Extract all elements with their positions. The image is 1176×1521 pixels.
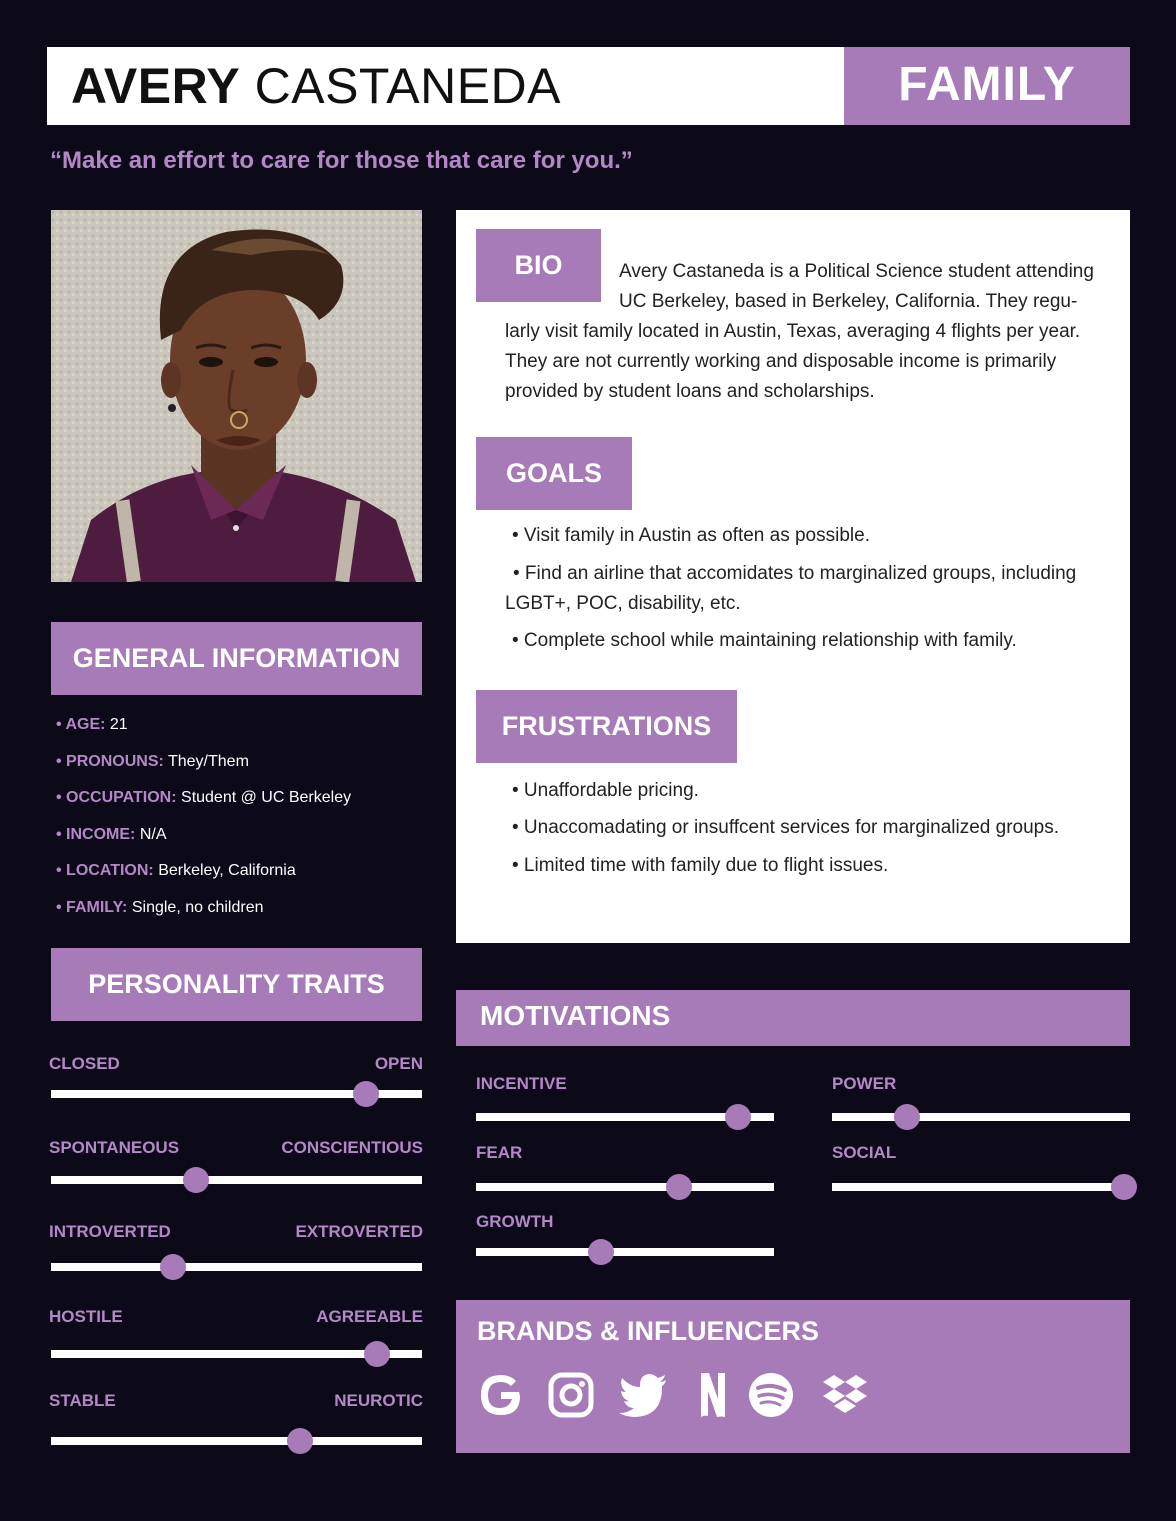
goal-item: • Visit family in Austin as often as possible. — [512, 525, 870, 546]
instagram-icon — [546, 1370, 596, 1420]
motivation-label-fear: FEAR — [476, 1143, 523, 1162]
personality-traits-header: PERSONALITY TRAITS — [51, 948, 422, 1021]
trait-labels-open: CLOSED OPEN — [49, 1054, 423, 1073]
bio-header: BIO — [476, 229, 601, 302]
motivation-label-social: SOCIAL — [832, 1143, 897, 1162]
brands-title: BRANDS & INFLUENCERS — [477, 1316, 820, 1346]
info-pronouns: • PRONOUNS: They/Them — [56, 752, 249, 770]
trait-knob — [183, 1167, 209, 1193]
persona-type: FAMILY — [898, 58, 1076, 111]
trait-knob — [287, 1428, 313, 1454]
spotify-icon — [746, 1370, 796, 1420]
motivation-slider-social — [832, 1183, 1130, 1191]
frustration-item: • Unaffordable pricing. — [512, 780, 699, 801]
info-family: • FAMILY: Single, no children — [56, 898, 264, 916]
motivation-slider-growth — [476, 1248, 774, 1256]
trait-labels-conscientious: SPONTANEOUS CONSCIENTIOUS — [49, 1138, 423, 1157]
persona-quote: “Make an effort to care for those that care for you.” — [50, 147, 633, 174]
trait-knob — [160, 1254, 186, 1280]
motivation-slider-incentive — [476, 1113, 774, 1121]
motivation-label-incentive: INCENTIVE — [476, 1074, 567, 1093]
motivation-knob — [588, 1239, 614, 1265]
trait-slider-neurotic — [51, 1437, 422, 1445]
motivation-slider-power — [832, 1113, 1130, 1121]
motivation-knob — [725, 1104, 751, 1130]
dropbox-icon — [820, 1370, 870, 1420]
bio-text: larly visit family located in Austin, Texas, averaging 4 flights per year. They are not currently working and disposable income is primarily provided by student loans and scholarships. — [505, 321, 1081, 402]
netflix-icon — [688, 1370, 738, 1420]
general-information-header: GENERAL INFORMATION — [51, 622, 422, 695]
frustrations-header: FRUSTRATIONS — [476, 690, 737, 763]
goals-header: GOALS — [476, 437, 632, 510]
trait-slider-agreeable — [51, 1350, 422, 1358]
persona-type-banner — [844, 47, 1130, 125]
google-icon — [476, 1370, 526, 1420]
motivation-label-growth: GROWTH — [476, 1212, 554, 1231]
persona-photo — [51, 210, 422, 582]
name-banner — [47, 47, 844, 125]
frustration-item: • Unaccomadating or insuffcent services for marginalized groups. — [512, 817, 1060, 838]
brands-influencers-panel — [456, 1300, 1130, 1453]
motivation-knob — [666, 1174, 692, 1200]
info-occupation: • OCCUPATION: Student @ UC Berkeley — [56, 789, 352, 806]
last-name: CASTANEDA — [254, 58, 562, 114]
trait-slider-extroverted — [51, 1263, 422, 1271]
first-name: AVERY — [71, 58, 241, 114]
motivations-header: MOTIVATIONS — [456, 990, 1130, 1046]
goal-item: • Complete school while maintaining relationship with family. — [512, 630, 1017, 651]
motivation-label-power: POWER — [832, 1074, 897, 1093]
twitter-icon — [618, 1370, 668, 1420]
info-income: • INCOME: N/A — [56, 825, 167, 843]
frustration-item: • Limited time with family due to flight issues. — [512, 855, 889, 876]
persona-name — [71, 57, 561, 115]
trait-labels-agreeable: HOSTILE AGREEABLE — [49, 1307, 423, 1326]
goal-item: • Find an airline that accomidates to marginalized groups, including LGBT+, POC, disability, etc. — [505, 563, 1077, 614]
trait-knob — [364, 1341, 390, 1367]
info-location: • LOCATION: Berkeley, California — [56, 862, 296, 879]
trait-labels-extroverted: INTROVERTED EXTROVERTED — [49, 1222, 423, 1241]
trait-slider-open — [51, 1090, 422, 1098]
motivation-knob — [894, 1104, 920, 1130]
trait-slider-conscientious — [51, 1176, 422, 1184]
general-information-list — [56, 716, 426, 935]
trait-knob — [353, 1081, 379, 1107]
bio-text-top: Avery Castaneda is a Political Science student attending UC Berkeley, based in Berkeley, California. They regu- — [619, 261, 1094, 312]
motivation-knob — [1111, 1174, 1137, 1200]
motivation-slider-fear — [476, 1183, 774, 1191]
trait-labels-neurotic: STABLE NEUROTIC — [49, 1391, 423, 1410]
info-age: • AGE: 21 — [56, 716, 128, 733]
